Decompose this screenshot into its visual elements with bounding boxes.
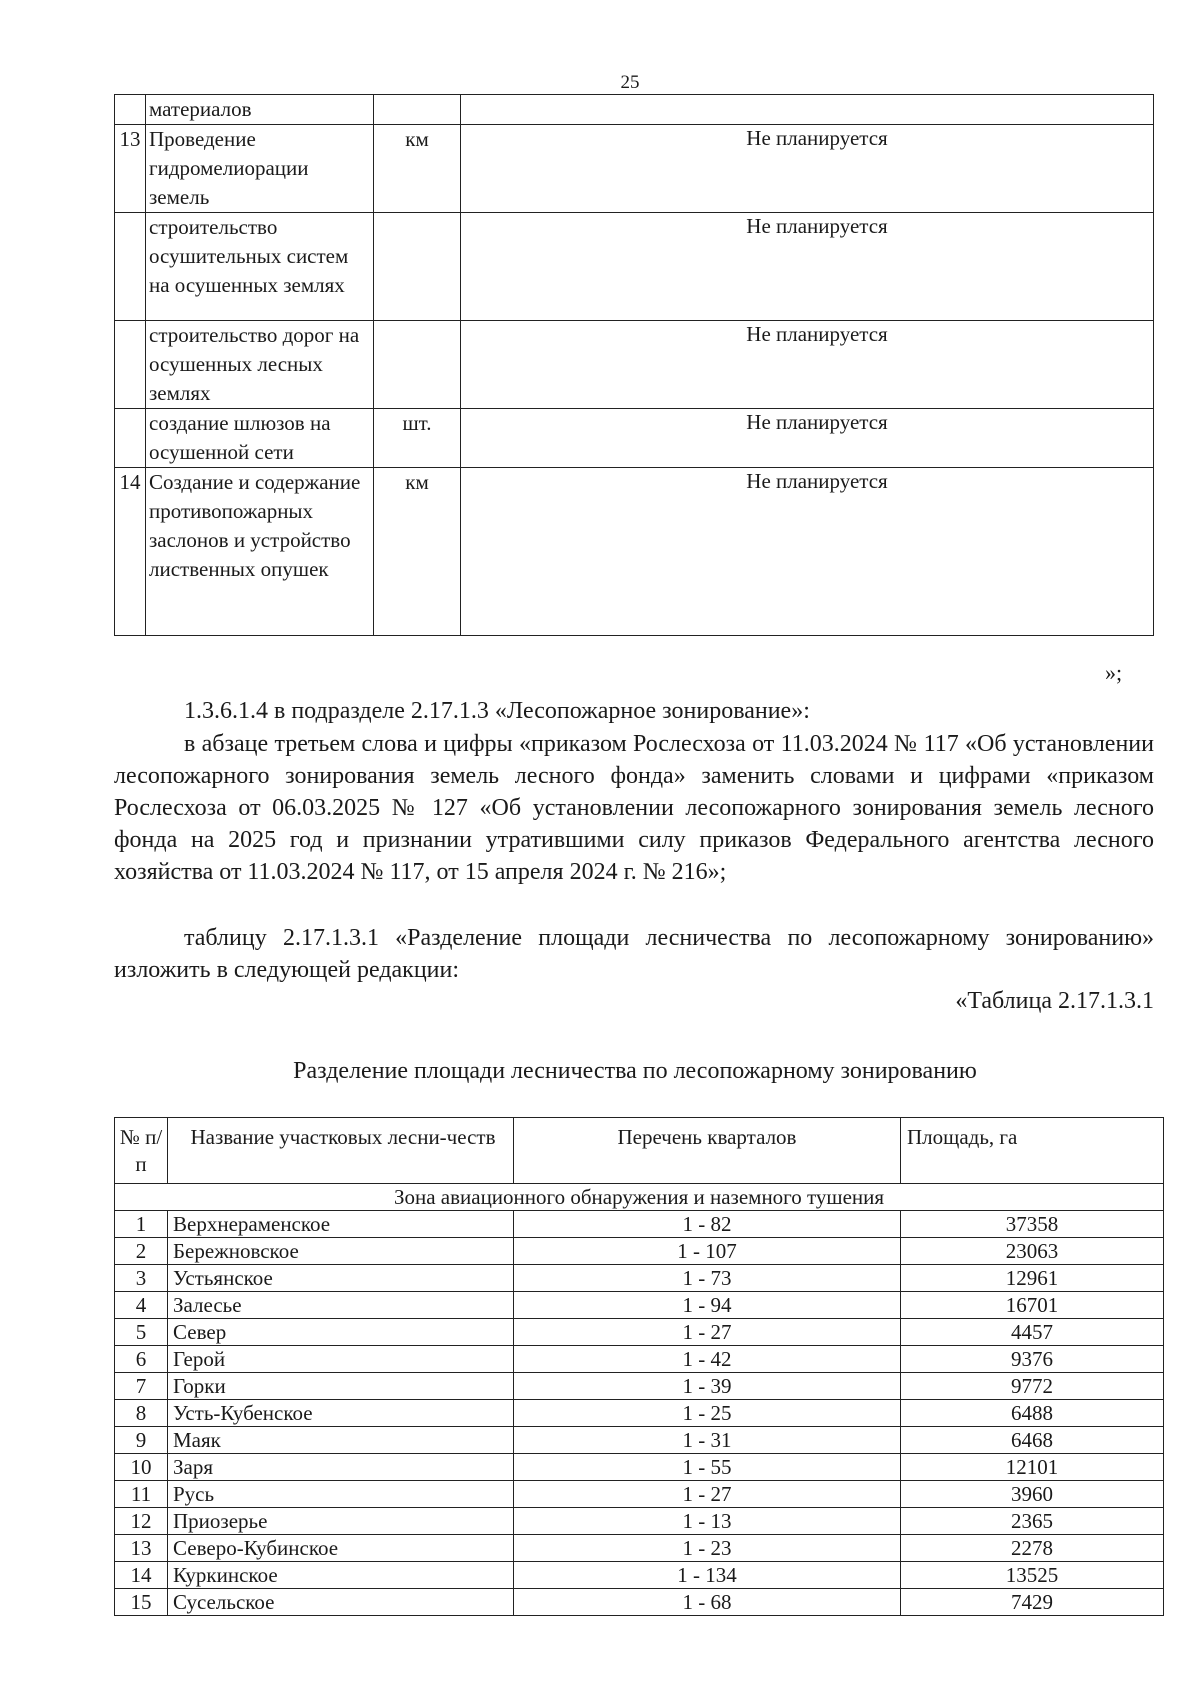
- table-row: [115, 1589, 1164, 1616]
- quarter-range: 1 - 39: [514, 1373, 901, 1400]
- area-value: 16701: [901, 1292, 1164, 1319]
- table-row: [115, 1319, 1164, 1346]
- area-value: 37358: [901, 1211, 1164, 1238]
- measure-unit: [374, 321, 461, 409]
- area-value: 9376: [901, 1346, 1164, 1373]
- table-row: [115, 1508, 1164, 1535]
- quarter-range: 1 - 31: [514, 1427, 901, 1454]
- area-value: 2365: [901, 1508, 1164, 1535]
- forestry-name: Русь: [168, 1481, 514, 1508]
- measures-table: [114, 94, 1154, 636]
- measure-name: строительство осушительных систем на осушенных землях: [146, 213, 374, 321]
- measure-name: строительство дорог на осушенных лесных землях: [146, 321, 374, 409]
- table-row: [115, 1238, 1164, 1265]
- area-value: 13525: [901, 1562, 1164, 1589]
- table-row: [115, 213, 1154, 321]
- header-name: Название участковых лесни-честв: [168, 1118, 514, 1184]
- row-number: 15: [115, 1589, 168, 1616]
- forestry-name: Сусельское: [168, 1589, 514, 1616]
- table-row: [115, 125, 1154, 213]
- area-value: 6468: [901, 1427, 1164, 1454]
- table-row: [115, 1400, 1164, 1427]
- forestry-name: Заря: [168, 1454, 514, 1481]
- measure-status: [461, 95, 1154, 125]
- row-number: 14: [115, 468, 146, 636]
- measure-unit: [374, 213, 461, 321]
- row-number: 3: [115, 1265, 168, 1292]
- header-range: Перечень кварталов: [514, 1118, 901, 1184]
- area-value: 2278: [901, 1535, 1164, 1562]
- quarter-range: 1 - 13: [514, 1508, 901, 1535]
- quarter-range: 1 - 73: [514, 1265, 901, 1292]
- row-number: 1: [115, 1211, 168, 1238]
- table-row: [115, 1562, 1164, 1589]
- row-number: [115, 409, 146, 468]
- row-number: 6: [115, 1346, 168, 1373]
- table-row: [115, 1373, 1164, 1400]
- paragraph-replacement: [114, 728, 1154, 888]
- measure-name: материалов: [146, 95, 374, 125]
- quarter-range: 1 - 23: [514, 1535, 901, 1562]
- zone-title: Зона авиационного обнаружения и наземного тушения: [115, 1184, 1164, 1211]
- header-area: Площадь, га: [901, 1118, 1164, 1184]
- table-row: [115, 1427, 1164, 1454]
- row-number: 11: [115, 1481, 168, 1508]
- quarter-range: 1 - 27: [514, 1481, 901, 1508]
- row-number: 13: [115, 125, 146, 213]
- measure-unit: км: [374, 125, 461, 213]
- row-number: [115, 213, 146, 321]
- area-value: 4457: [901, 1319, 1164, 1346]
- table-row: [115, 95, 1154, 125]
- paragraph-table-instruction: [114, 922, 1154, 986]
- measure-name: Проведение гидромелиорации земель: [146, 125, 374, 213]
- measure-status: Не планируется: [461, 125, 1154, 213]
- closing-quote: »;: [1105, 660, 1123, 685]
- forestry-name: Залесье: [168, 1292, 514, 1319]
- measure-name: Создание и содержание противопожарных заслонов и устройство лиственных опушек: [146, 468, 374, 636]
- measure-status: Не планируется: [461, 409, 1154, 468]
- row-number: [115, 321, 146, 409]
- row-number: 4: [115, 1292, 168, 1319]
- row-number: 9: [115, 1427, 168, 1454]
- table-row: [115, 1346, 1164, 1373]
- area-value: 12101: [901, 1454, 1164, 1481]
- measure-name: создание шлюзов на осушенной сети: [146, 409, 374, 468]
- measure-unit: [374, 95, 461, 125]
- row-number: 12: [115, 1508, 168, 1535]
- paragraph-text: таблицу 2.17.1.3.1 «Разделение площади лесничества по лесопожарному зонированию» изложить в следующей редакции:: [114, 925, 1154, 983]
- area-value: 9772: [901, 1373, 1164, 1400]
- row-number: 7: [115, 1373, 168, 1400]
- area-value: 7429: [901, 1589, 1164, 1616]
- table-row: [115, 409, 1154, 468]
- quarter-range: 1 - 82: [514, 1211, 901, 1238]
- paragraph-subsection: [114, 695, 1154, 727]
- quarter-range: 1 - 42: [514, 1346, 901, 1373]
- fire-zoning-table: [114, 1117, 1164, 1616]
- page-number: 25: [620, 72, 640, 93]
- table-row: [115, 1265, 1164, 1292]
- measure-status: Не планируется: [461, 213, 1154, 321]
- row-number: 5: [115, 1319, 168, 1346]
- forestry-name: Усть-Кубенское: [168, 1400, 514, 1427]
- forestry-name: Маяк: [168, 1427, 514, 1454]
- area-value: 3960: [901, 1481, 1164, 1508]
- quarter-range: 1 - 27: [514, 1319, 901, 1346]
- table-row: [115, 321, 1154, 409]
- table-row: [115, 1292, 1164, 1319]
- forestry-name: Приозерье: [168, 1508, 514, 1535]
- table-header-row: [115, 1118, 1164, 1184]
- paragraph-text: в абзаце третьем слова и цифры «приказом Рослесхоза от 11.03.2024 № 117 «Об установлении лесопожарного зонирования земель лесного фонда» заменить словами и цифрами «приказом Рослесхоза от 06.03.2025 № 127 «Об установлении лесопожарного зонирования земель лесного фонда на 2025 год и признании утратившими силу приказов Федерального агентства лесного хозяйства от 11.03.2024 № 117, от 15 апреля 2024 г. № 216»;: [114, 731, 1154, 885]
- measure-unit: км: [374, 468, 461, 636]
- table-row: [115, 1211, 1164, 1238]
- measure-unit: шт.: [374, 409, 461, 468]
- row-number: 10: [115, 1454, 168, 1481]
- forestry-name: Куркинское: [168, 1562, 514, 1589]
- quarter-range: 1 - 68: [514, 1589, 901, 1616]
- quarter-range: 1 - 94: [514, 1292, 901, 1319]
- table-row: [115, 1454, 1164, 1481]
- forestry-name: Устьянское: [168, 1265, 514, 1292]
- quarter-range: 1 - 25: [514, 1400, 901, 1427]
- area-value: 12961: [901, 1265, 1164, 1292]
- forestry-name: Герой: [168, 1346, 514, 1373]
- zone-title-row: [115, 1184, 1164, 1211]
- table-row: [115, 1481, 1164, 1508]
- quarter-range: 1 - 107: [514, 1238, 901, 1265]
- header-num: № п/п: [115, 1118, 168, 1184]
- measure-status: Не планируется: [461, 468, 1154, 636]
- table-caption: Разделение площади лесничества по лесопожарному зонированию: [293, 1058, 977, 1084]
- row-number: 2: [115, 1238, 168, 1265]
- table-reference: «Таблица 2.17.1.3.1: [955, 988, 1154, 1014]
- forestry-name: Север: [168, 1319, 514, 1346]
- area-value: 23063: [901, 1238, 1164, 1265]
- forestry-name: Верхнераменское: [168, 1211, 514, 1238]
- area-value: 6488: [901, 1400, 1164, 1427]
- forestry-name: Горки: [168, 1373, 514, 1400]
- table-row: [115, 1535, 1164, 1562]
- row-number: 14: [115, 1562, 168, 1589]
- forestry-name: Бережновское: [168, 1238, 514, 1265]
- quarter-range: 1 - 55: [514, 1454, 901, 1481]
- forestry-name: Северо-Кубинское: [168, 1535, 514, 1562]
- paragraph-text: 1.3.6.1.4 в подразделе 2.17.1.3 «Лесопожарное зонирование»:: [184, 698, 810, 724]
- row-number: 13: [115, 1535, 168, 1562]
- row-number: [115, 95, 146, 125]
- row-number: 8: [115, 1400, 168, 1427]
- table-row: [115, 468, 1154, 636]
- measure-status: Не планируется: [461, 321, 1154, 409]
- quarter-range: 1 - 134: [514, 1562, 901, 1589]
